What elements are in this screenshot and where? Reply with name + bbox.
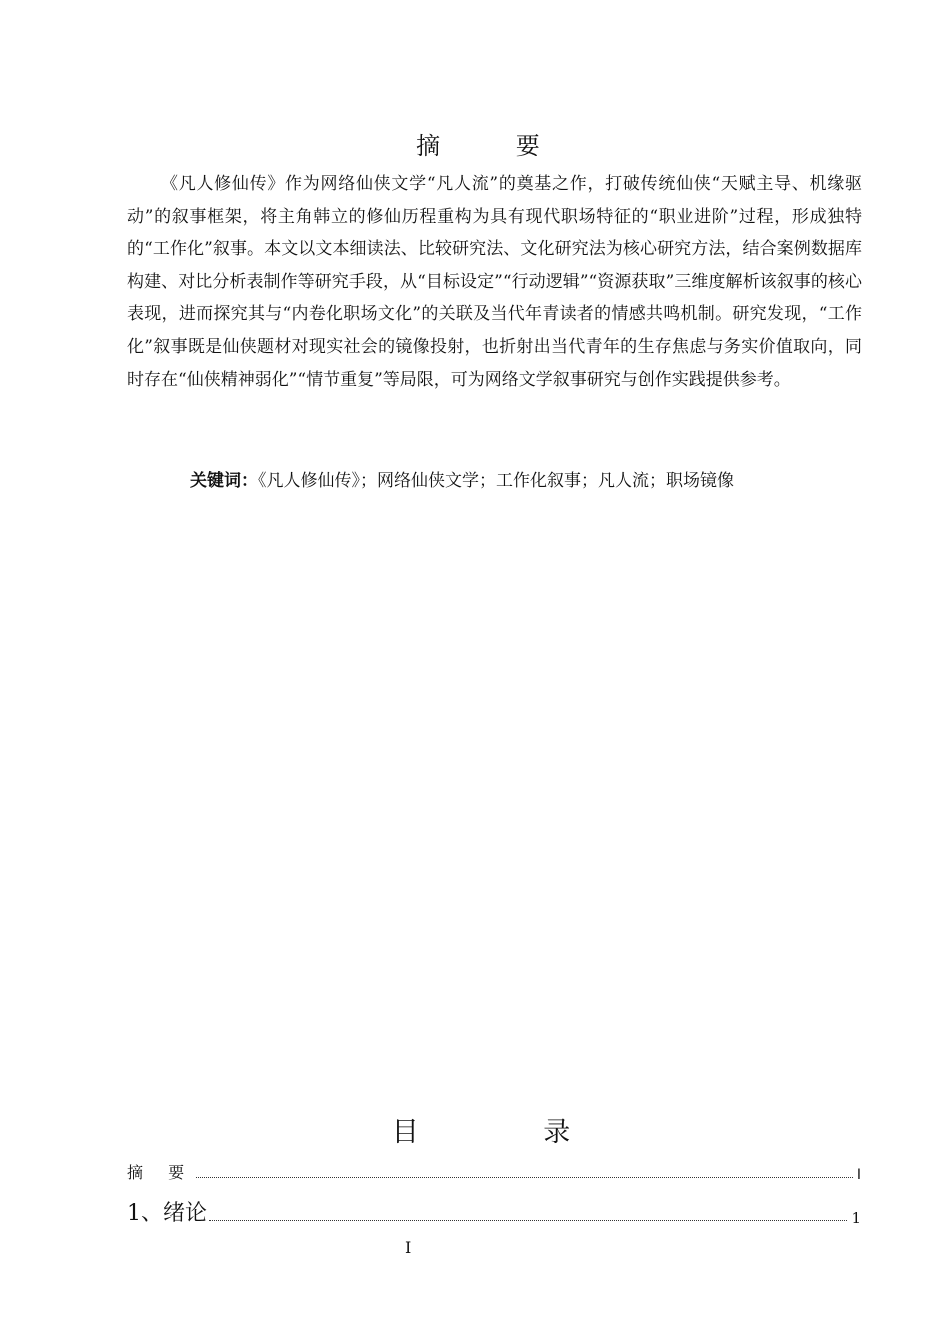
keywords-text: 《凡人修仙传》；网络仙侠文学；工作化叙事；凡人流；职场镜像 — [258, 471, 734, 491]
toc-dot-leader — [209, 1219, 847, 1221]
toc-dot-leader — [196, 1176, 853, 1178]
toc-heading: 目 录 — [391, 1117, 629, 1148]
page-number: I — [405, 1238, 412, 1257]
toc-entry-introduction[interactable] — [127, 1196, 861, 1227]
keywords-line — [190, 466, 734, 491]
toc-entry-page: 1 — [851, 1209, 861, 1227]
toc-entry-label: 1、绪论 — [127, 1201, 207, 1226]
toc-entry-label: 摘 要 — [127, 1163, 195, 1182]
keywords-label: 关键词： — [190, 471, 258, 491]
toc-entry-abstract[interactable] — [127, 1160, 861, 1183]
abstract-heading: 摘 要 — [416, 132, 574, 160]
abstract-paragraph: 《凡人修仙传》作为网络仙侠文学“凡人流”的奠基之作，打破传统仙侠“天赋主导、机缘驱动”的叙事框架，将主角韩立的修仙历程重构为具有现代职场特征的“职业进阶”过程，形成独特的“工作化”叙事。本文以文本细读法、比较研究法、文化研究法为核心研究方法，结合案例数据库构建、对比分析表制作等研究手段，从“目标设定”“行动逻辑”“资源获取”三维度解析该叙事的核心表现，进而探究其与“内卷化职场文化”的关联及当代年青读者的情感共鸣机制。研究发现，“工作化”叙事既是仙侠题材对现实社会的镜像投射，也折射出当代青年的生存焦虑与务实价值取向，同时存在“仙侠精神弱化”“情节重复”等局限，可为网络文学叙事研究与创作实践提供参考。 — [127, 174, 862, 390]
toc-entry-page: I — [856, 1167, 861, 1183]
